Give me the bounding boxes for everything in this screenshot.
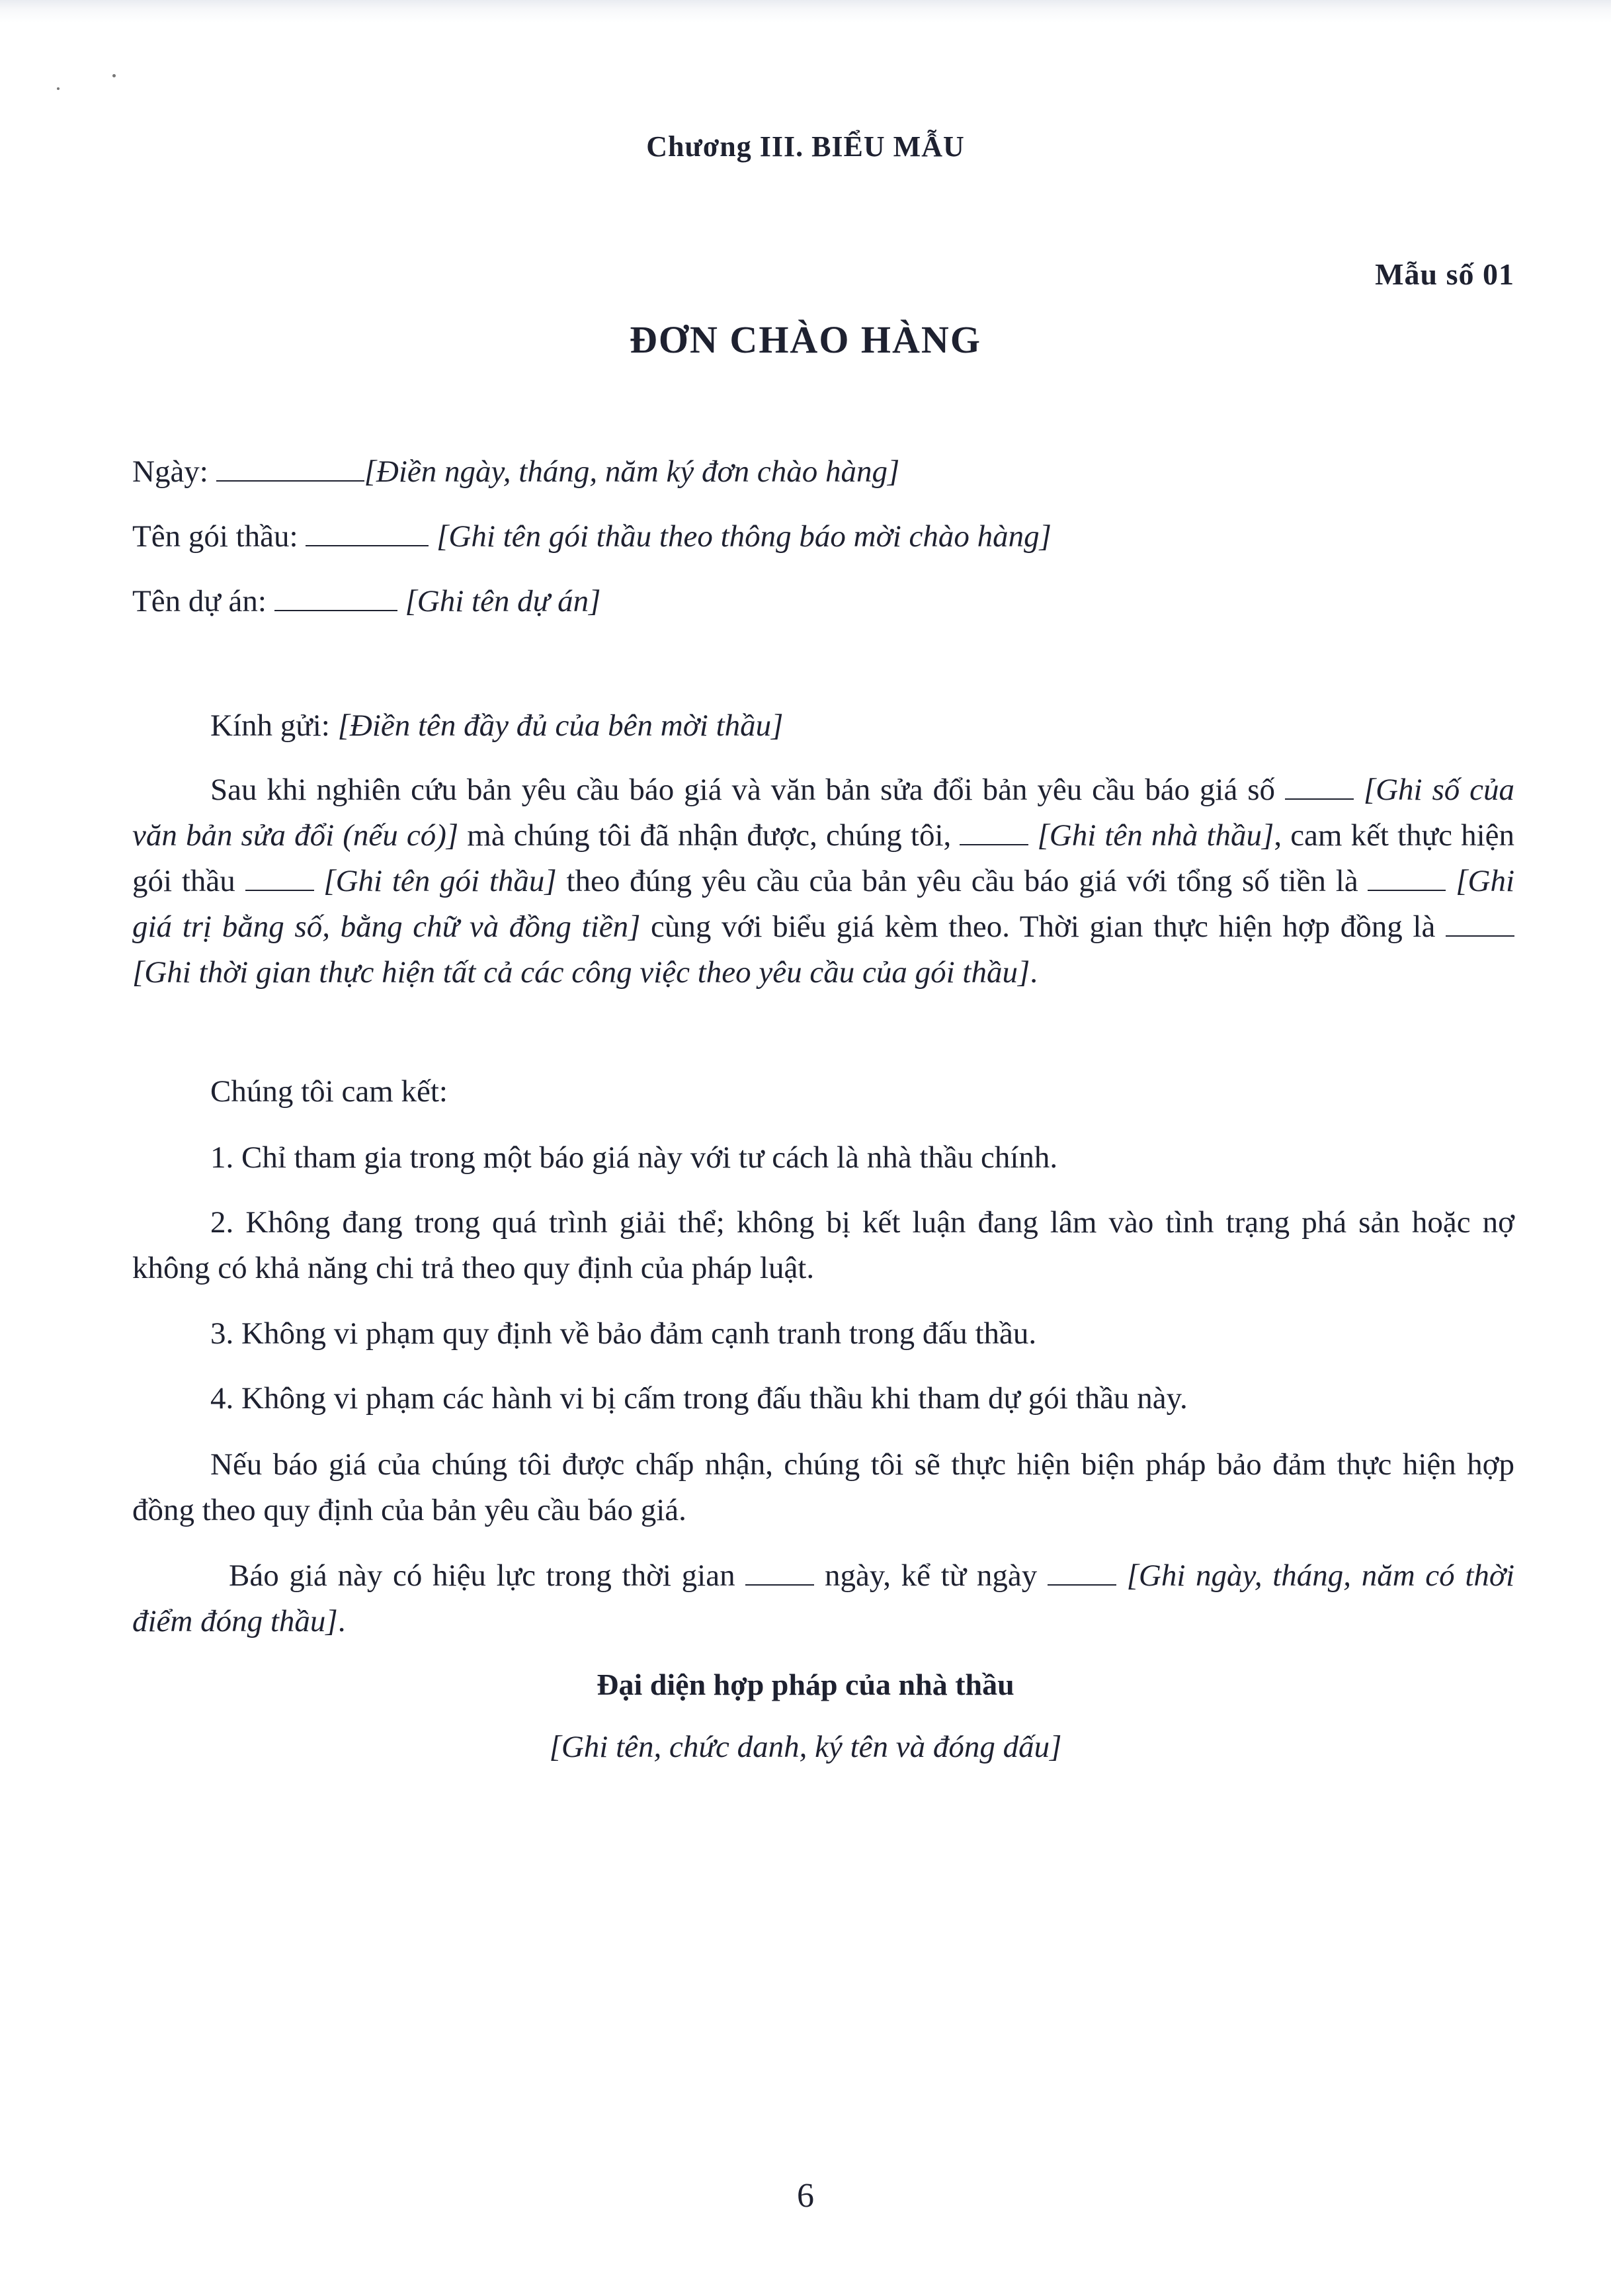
commit-item-4: 4. Không vi phạm các hành vi bị cấm trong đấu thầu khi tham dự gói thầu này.	[210, 1381, 1188, 1416]
project-blank	[274, 586, 397, 611]
offer-text: Sau khi nghiên cứu bản yêu cầu báo giá và văn bản sửa đổi bản yêu cầu báo giá số	[210, 773, 1276, 807]
package-blank	[306, 521, 429, 546]
commit-item-1: 1. Chỉ tham gia trong một báo giá này với tư cách là nhà thầu chính.	[210, 1140, 1058, 1175]
offer-text: theo đúng yêu cầu của bản yêu cầu báo giá với tổng số tiền là	[566, 864, 1358, 898]
blank-package	[245, 866, 314, 891]
hint-amount: [Ghi giá trị bằng số, bằng chữ và đồng tiền]	[132, 864, 1515, 944]
blank-validity-date	[1048, 1560, 1116, 1586]
blank-duration	[1446, 912, 1514, 937]
validity-text: ngày, kể từ ngày	[824, 1558, 1038, 1593]
salutation-hint: [Điền tên đầy đủ của bên mời thầu]	[337, 708, 784, 743]
blank-bidder	[960, 820, 1028, 845]
salutation	[210, 708, 783, 744]
hint-closing-date: [Ghi ngày, tháng, năm có thời điểm đóng thầu]	[132, 1558, 1515, 1638]
signature-title: Đại diện hợp pháp của nhà thầu	[597, 1668, 1014, 1701]
validity-text: .	[337, 1604, 346, 1638]
commit-item-2: 2. Không đang trong quá trình giải thể; không bị kết luận đang lâm vào tình trạng phá sản hoặc nợ không có khả năng chi trả theo quy định của pháp luật.	[132, 1205, 1514, 1285]
blank-amendment-no	[1285, 775, 1354, 800]
package-hint: [Ghi tên gói thầu theo thông báo mời chào hàng]	[436, 519, 1052, 554]
offer-text: mà chúng tôi đã nhận được, chúng tôi,	[467, 818, 952, 853]
form-number: Mẫu số 01	[1375, 257, 1514, 291]
salutation-label: Kính gửi:	[210, 708, 330, 743]
date-blank	[216, 456, 364, 482]
blank-amount	[1368, 866, 1446, 891]
date-field	[132, 454, 899, 489]
package-field	[132, 519, 1052, 554]
offer-text: , cam kết thực hiện gói thầu	[132, 818, 1515, 898]
hint-bidder: [Ghi tên nhà thầu]	[1037, 818, 1274, 853]
date-label: Ngày:	[132, 454, 208, 489]
document-title: ĐƠN CHÀO HÀNG	[630, 318, 981, 361]
commit-intro: Chúng tôi cam kết:	[210, 1074, 448, 1109]
hint-amendment: [Ghi số của văn bản sửa đổi (nếu có)]	[132, 773, 1515, 853]
project-label: Tên dự án:	[132, 584, 267, 618]
offer-text: .	[1030, 955, 1038, 990]
offer-paragraph	[132, 767, 1514, 996]
page-number: 6	[797, 2177, 814, 2215]
signature-note: [Ghi tên, chức danh, ký tên và đóng dấu]	[549, 1730, 1062, 1764]
scan-speck	[112, 74, 116, 77]
chapter-heading: Chương III. BIỂU MẪU	[646, 130, 965, 163]
validity-text: Báo giá này có hiệu lực trong thời gian	[229, 1558, 735, 1593]
commit-item-3: 3. Không vi phạm quy định về bảo đảm cạnh tranh trong đấu thầu.	[210, 1316, 1037, 1351]
offer-text: cùng với biểu giá kèm theo. Thời gian thực hiện hợp đồng là	[651, 910, 1436, 944]
project-field	[132, 583, 600, 619]
date-hint: [Điền ngày, tháng, năm ký đơn chào hàng]	[364, 454, 900, 489]
acceptance-paragraph: Nếu báo giá của chúng tôi được chấp nhận, chúng tôi sẽ thực hiện biện pháp bảo đảm thực hiện hợp đồng theo quy định của bản yêu cầu báo giá.	[132, 1447, 1514, 1527]
blank-validity-days	[745, 1560, 814, 1586]
scan-speck	[57, 87, 60, 90]
package-label: Tên gói thầu:	[132, 519, 298, 554]
hint-package: [Ghi tên gói thầu]	[323, 864, 557, 898]
hint-duration: [Ghi thời gian thực hiện tất cả các công việc theo yêu cầu của gói thầu]	[132, 955, 1030, 990]
validity-paragraph	[132, 1553, 1514, 1644]
project-hint: [Ghi tên dự án]	[405, 584, 601, 618]
